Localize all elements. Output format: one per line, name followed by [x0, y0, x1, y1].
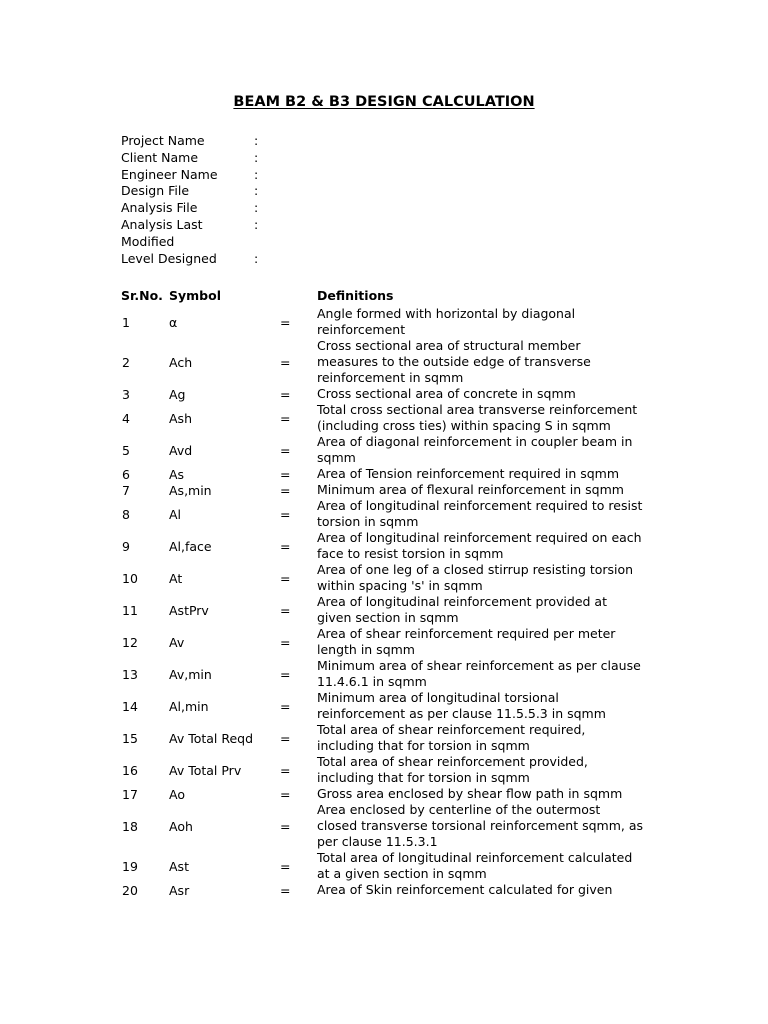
info-row-level-designed: [121, 251, 421, 268]
row-equals: =: [280, 354, 291, 370]
row-definition: Area of longitudinal reinforcement provided at given section in sqmm: [317, 594, 607, 625]
row-definition: Cross sectional area of structural member measures to the outside edge of transverse reinforcement in sqmm: [317, 338, 591, 385]
info-row-analysis-last-modified: [121, 217, 421, 251]
row-number: 7: [122, 482, 130, 498]
row-number: 16: [122, 762, 138, 778]
row-symbol: Ao: [169, 786, 185, 802]
row-definition: Area of longitudinal reinforcement required to resist torsion in sqmm: [317, 498, 643, 529]
row-symbol: Ash: [169, 410, 192, 426]
row-number: 11: [122, 602, 138, 618]
row-definition: Angle formed with horizontal by diagonal reinforcement: [317, 306, 576, 337]
row-number: 13: [122, 666, 138, 682]
row-symbol: Al,min: [169, 698, 209, 714]
table-row: [121, 498, 651, 530]
table-row: [121, 562, 651, 594]
row-equals: =: [280, 882, 291, 898]
row-definition: Gross area enclosed by shear flow path in sqmm: [317, 786, 623, 801]
row-definition: Minimum area of shear reinforcement as per clause 11.4.6.1 in sqmm: [317, 658, 641, 689]
row-number: 6: [122, 466, 130, 482]
row-symbol: Av Total Prv: [169, 762, 242, 778]
row-number: 14: [122, 698, 138, 714]
row-symbol: At: [169, 570, 183, 586]
row-symbol: AstPrv: [169, 602, 209, 618]
row-number: 20: [122, 882, 138, 898]
info-label: Analysis Last Modified: [121, 216, 203, 249]
row-symbol: Asr: [169, 882, 190, 898]
row-definition: Minimum area of flexural reinforcement in sqmm: [317, 482, 624, 497]
info-label: Design File: [121, 183, 190, 199]
info-label: Engineer Name: [121, 166, 218, 182]
row-symbol: Ast: [169, 858, 189, 874]
table-row: [121, 786, 651, 802]
info-label: Client Name: [121, 149, 199, 165]
table-row: [121, 754, 651, 786]
definitions-table: [121, 288, 651, 898]
header-definitions: Definitions: [317, 288, 394, 303]
project-info-block: [121, 133, 421, 267]
info-row-analysis-file: [121, 200, 421, 217]
row-definition: Area of diagonal reinforcement in coupler beam in sqmm: [317, 434, 633, 465]
row-equals: =: [280, 762, 291, 778]
header-sr-no: Sr.No.: [121, 288, 163, 303]
row-number: 10: [122, 570, 138, 586]
table-row: [121, 626, 651, 658]
row-equals: =: [280, 506, 291, 522]
row-definition: Total cross sectional area transverse reinforcement (including cross ties) within spacing S in sqmm: [317, 402, 638, 433]
row-equals: =: [280, 314, 291, 330]
row-symbol: Av: [169, 634, 185, 650]
row-symbol: Ag: [169, 386, 186, 402]
row-definition: Area of Tension reinforcement required in sqmm: [317, 466, 620, 481]
row-equals: =: [280, 410, 291, 426]
row-equals: =: [280, 570, 291, 586]
row-symbol: Av,min: [169, 666, 212, 682]
table-row: [121, 386, 651, 402]
row-number: 9: [122, 538, 130, 554]
row-symbol: Ach: [169, 354, 193, 370]
row-equals: =: [280, 730, 291, 746]
row-definition: Total area of shear reinforcement required, including that for torsion in sqmm: [317, 722, 586, 753]
row-definition: Cross sectional area of concrete in sqmm: [317, 386, 576, 401]
table-row: [121, 434, 651, 466]
table-row: [121, 530, 651, 562]
page-title: [0, 93, 768, 111]
row-symbol: Aoh: [169, 818, 193, 834]
row-symbol: As: [169, 466, 185, 482]
row-equals: =: [280, 386, 291, 402]
header-symbol: Symbol: [169, 288, 221, 303]
table-row: [121, 882, 651, 898]
page-title-text: BEAM B2 & B3 DESIGN CALCULATION: [233, 94, 535, 110]
row-symbol: Av Total Reqd: [169, 730, 254, 746]
table-row: [121, 722, 651, 754]
info-row-project-name: [121, 133, 421, 150]
row-number: 8: [122, 506, 130, 522]
row-equals: =: [280, 666, 291, 682]
row-number: 18: [122, 818, 138, 834]
row-equals: =: [280, 538, 291, 554]
row-number: 4: [122, 410, 130, 426]
row-symbol: α: [169, 314, 178, 330]
row-equals: =: [280, 634, 291, 650]
table-row: [121, 338, 651, 386]
info-colon: :: [254, 183, 259, 199]
row-equals: =: [280, 786, 291, 802]
row-number: 5: [122, 442, 130, 458]
table-row: [121, 482, 651, 498]
info-label: Level Designed: [121, 250, 217, 266]
table-row: [121, 850, 651, 882]
table-row: [121, 690, 651, 722]
row-definition: Area enclosed by centerline of the outermost closed transverse torsional reinforcement sqmm, as per clause 11.5.3.1: [317, 802, 644, 849]
info-colon: :: [254, 149, 259, 165]
row-equals: =: [280, 818, 291, 834]
row-definition: Area of shear reinforcement required per meter length in sqmm: [317, 626, 616, 657]
info-row-design-file: [121, 183, 421, 200]
row-symbol: Avd: [169, 442, 193, 458]
info-colon: :: [254, 166, 259, 182]
table-row: [121, 402, 651, 434]
table-body: [121, 306, 651, 898]
row-definition: Minimum area of longitudinal torsional reinforcement as per clause 11.5.5.3 in sqmm: [317, 690, 606, 721]
row-equals: =: [280, 698, 291, 714]
row-symbol: As,min: [169, 482, 212, 498]
table-header: [121, 288, 651, 306]
info-colon: :: [254, 200, 259, 216]
row-number: 2: [122, 354, 130, 370]
info-colon: :: [254, 250, 259, 266]
row-equals: =: [280, 482, 291, 498]
row-number: 1: [122, 314, 130, 330]
row-definition: Area of longitudinal reinforcement required on each face to resist torsion in sqmm: [317, 530, 642, 561]
info-label: Project Name: [121, 133, 205, 148]
row-number: 3: [122, 386, 130, 402]
table-row: [121, 306, 651, 338]
row-definition: Area of one leg of a closed stirrup resisting torsion within spacing 's' in sqmm: [317, 562, 634, 593]
table-row: [121, 466, 651, 482]
row-number: 19: [122, 858, 138, 874]
row-equals: =: [280, 466, 291, 482]
row-definition: Total area of shear reinforcement provided, including that for torsion in sqmm: [317, 754, 588, 785]
info-colon: :: [254, 133, 259, 148]
row-equals: =: [280, 858, 291, 874]
info-row-engineer-name: [121, 167, 421, 184]
row-symbol: Al: [169, 506, 182, 522]
row-equals: =: [280, 442, 291, 458]
row-number: 12: [122, 634, 138, 650]
row-definition: Area of Skin reinforcement calculated for given: [317, 882, 613, 897]
info-row-client-name: [121, 150, 421, 167]
row-number: 17: [122, 786, 138, 802]
info-colon: :: [254, 216, 259, 232]
info-label: Analysis File: [121, 200, 198, 216]
row-number: 15: [122, 730, 138, 746]
row-symbol: Al,face: [169, 538, 212, 554]
row-definition: Total area of longitudinal reinforcement calculated at a given section in sqmm: [317, 850, 633, 881]
table-row: [121, 658, 651, 690]
row-equals: =: [280, 602, 291, 618]
table-row: [121, 802, 651, 850]
table-row: [121, 594, 651, 626]
